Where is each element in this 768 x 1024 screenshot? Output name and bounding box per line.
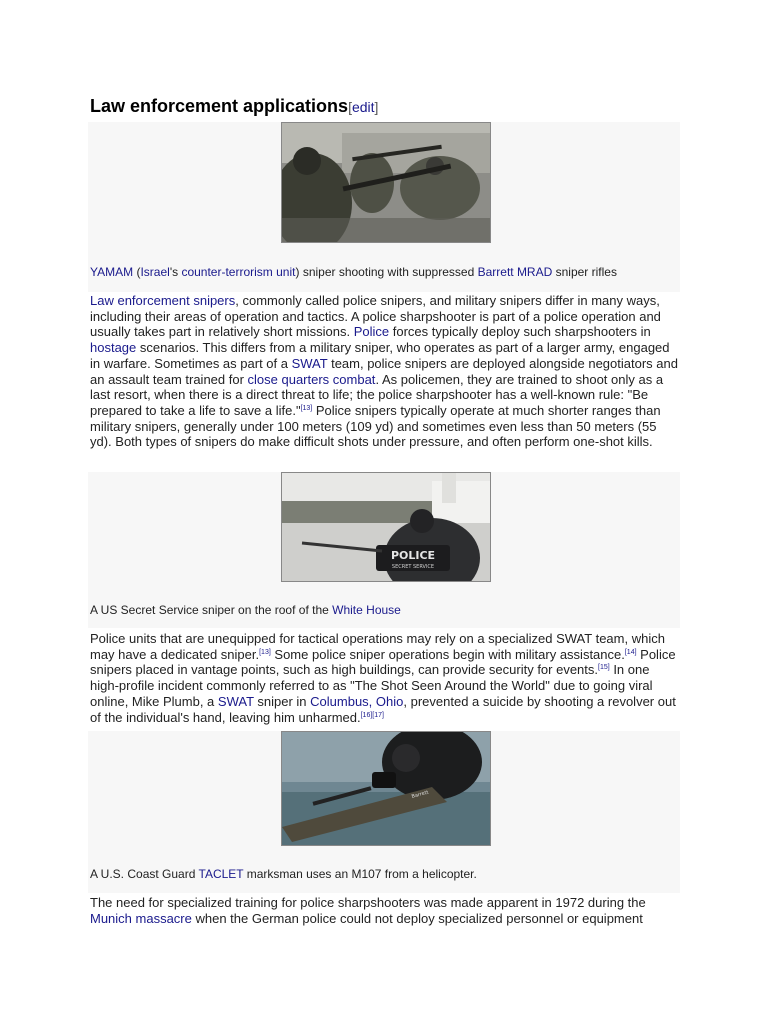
figure-caption: A US Secret Service sniper on the roof of the White House — [90, 603, 401, 617]
link-law-enforcement-snipers[interactable]: Law enforcement snipers — [90, 293, 236, 308]
figure-coast-guard — [88, 731, 680, 893]
section-title: Law enforcement applications — [90, 96, 349, 116]
link-swat[interactable]: SWAT — [291, 355, 328, 371]
coast-guard-image[interactable] — [281, 731, 491, 846]
paragraph: Law enforcement snipers, commonly called police snipers, and military snipers differ in many ways, including their areas of operation and tactics. A police sharpshooter is part of a police operation and usually takes part in relatively short missions. Police forces typically deploy such sharpshooters in hostage scenarios. This differs from a military sniper, who operates as part of a larger army, engaged in warfare. Sometimes as part of a SWAT team, police snipers are deployed alongside negotiators and an assault team trained for close quarters combat. As policemen, they are trained to shoot only as a last resort, when there is a direct threat to life; the police sharpshooter has a well-known rule: "Be prepared to take a life to save a life."[13] Police snipers typically operate at much shorter ranges than military snipers, generally under 100 meters (109 yd) and sometimes even less than 50 meters (55 yd). Both types of snipers do make difficult shots under pressure, and often perform one-shot kills. — [90, 293, 678, 450]
link-white-house[interactable]: White House — [332, 603, 401, 617]
figure-caption: YAMAM (Israel's counter-terrorism unit) sniper shooting with suppressed Barrett MRAD sniper rifles — [90, 265, 617, 279]
paragraph: The need for specialized training for police sharpshooters was made apparent in 1972 during the Munich massacre when the German police could not deploy specialized personnel or equipment — [90, 895, 646, 926]
citation[interactable]: [16][17] — [360, 711, 384, 719]
figure-secret-service — [88, 472, 680, 628]
link-barrett-mrad[interactable]: Barrett MRAD — [477, 265, 553, 279]
citation[interactable]: [15] — [598, 664, 610, 672]
link-munich-massacre[interactable]: Munich massacre — [90, 910, 192, 926]
link-swat[interactable]: SWAT — [217, 693, 254, 709]
secret-service-patch-text: SECRET SERVICE — [391, 564, 435, 570]
yamam-sniper-image[interactable] — [281, 122, 491, 243]
link-columbus-ohio[interactable]: Columbus, Ohio — [310, 693, 404, 709]
link-police[interactable]: Police — [353, 324, 390, 340]
police-patch-text: POLICE — [390, 549, 436, 562]
link-taclet[interactable]: TACLET — [198, 867, 244, 881]
link-close-quarters-combat[interactable]: close quarters combat — [247, 371, 376, 387]
citation[interactable]: [13] — [300, 404, 313, 412]
link-counter-terrorism-unit[interactable]: counter-terrorism unit — [181, 265, 296, 279]
link-yamam[interactable]: YAMAM — [90, 265, 134, 279]
section-heading — [90, 96, 378, 117]
figure-yamam — [88, 122, 680, 292]
coast-guard-helicopter-photo — [282, 732, 490, 845]
link-hostage[interactable]: hostage — [90, 340, 137, 356]
edit-link[interactable]: edit — [351, 99, 375, 115]
secret-service-image[interactable] — [281, 472, 491, 582]
figure-caption: A U.S. Coast Guard TACLET marksman uses an M107 from a helicopter. — [90, 867, 477, 881]
rifle-brand-text: Barrett — [410, 789, 430, 800]
secret-service-sniper-photo — [282, 473, 490, 581]
paragraph: Police units that are unequipped for tactical operations may rely on a specialized SWAT team, which may have a dedicated sniper.[13] Some police sniper operations begin with military assistance.[14] Police snipers placed in vantage points, such as high buildings, can provide security for events.[15] In one high-profile incident commonly referred to as "The Shot Seen Around the World" due to going viral online, Mike Plumb, a SWAT sniper in Columbus, Ohio, prevented a suicide by shooting a revolver out of the individual's hand, leaving him unharmed.[16][17] — [90, 631, 676, 725]
citation[interactable]: [14] — [624, 648, 637, 656]
citation[interactable]: [13] — [259, 648, 271, 656]
edit-section: [edit] — [348, 99, 379, 115]
link-israel[interactable]: Israel — [140, 265, 170, 279]
yamam-sniper-photo — [282, 123, 490, 242]
